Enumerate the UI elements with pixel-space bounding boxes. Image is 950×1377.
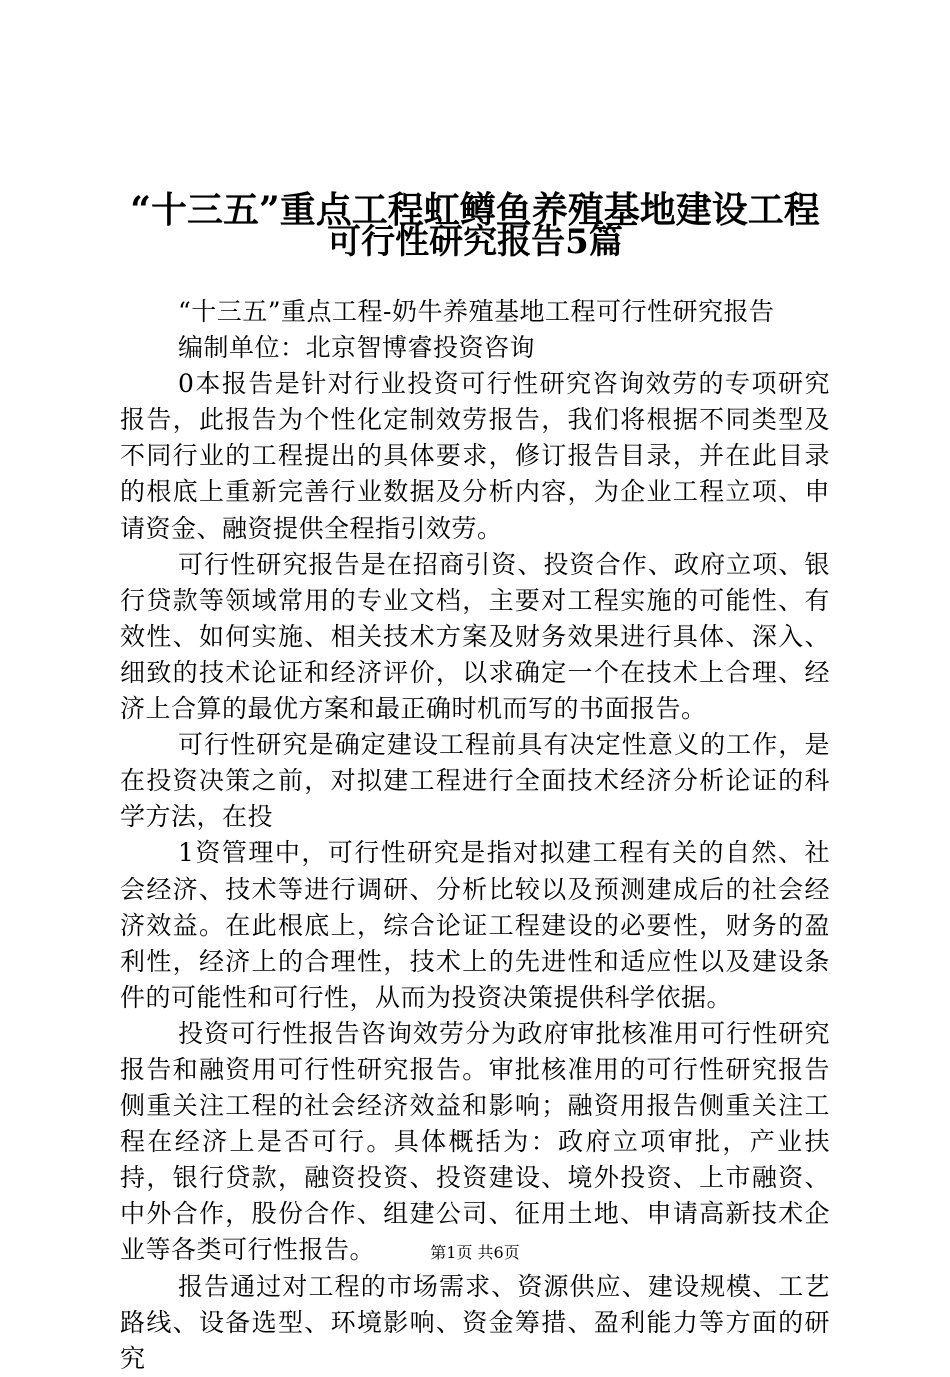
paragraph: 投资可行性报告咨询效劳分为政府审批核准用可行性研究报告和融资用可行性研究报告。审批核准用的可行性研究报告侧重关注工程的社会经济效益和影响；融资用报告侧重关注工程在经济上是否可行。具体概括为：政府立项审批，产业扶持，银行贷款，融资投资、投资建设、境外投资、上市融资、中外合作，股份合作、组建公司、征用土地、申请高新技术企业等各类可行性报告。 [120,1018,830,1265]
paragraph: 可行性研究报告是在招商引资、投资合作、政府立项、银行贷款等领域常用的专业文档，主要对工程实施的可能性、有效性、如何实施、相关技术方案及财务效果进行具体、深入、细致的技术论证和经济评价，以求确定一个在技术上合理、经济上合算的最优方案和最正确时机而写的书面报告。 [120,549,830,724]
paragraph: 报告通过对工程的市场需求、资源供应、建设规模、工艺路线、设备选型、环境影响、资金筹措、盈利能力等方面的研究 [120,1271,830,1373]
document-title-line-1: “十三五”重点工程虹鳟鱼养殖基地建设工程 [130,189,820,231]
document-title-line-2: 可行性研究报告5篇 [327,222,623,262]
page-footer: 第1页 共6页 [430,1243,520,1262]
paragraph: 0本报告是针对行业投资可行性研究咨询效劳的专项研究报告，此报告为个性化定制效劳报告，我们将根据不同类型及不同行业的工程提出的具体要求，修订报告目录，并在此目录的根底上重新完善行业数据及分析内容，为企业工程立项、申请资金、融资提供全程指引效劳。 [120,369,830,543]
paragraph-compiler: 编制单位：北京智博睿投资咨询 [178,333,536,363]
paragraph-subtitle: “十三五”重点工程-奶牛养殖基地工程可行性研究报告 [178,297,775,326]
paragraph: 1资管理中，可行性研究是指对拟建工程有关的自然、社会经济、技术等进行调研、分析比较以及预测建成后的社会经济效益。在此根底上，综合论证工程建设的必要性，财务的盈利性，经济上的合理性，技术上的先进性和适应性以及建设条件的可能性和可行性，从而为投资决策提供科学依据。 [120,838,830,1012]
paragraph: 可行性研究是确定建设工程前具有决定性意义的工作，是在投资决策之前，对拟建工程进行全面技术经济分析论证的科学方法，在投 [120,730,830,832]
document-body [120,294,830,1377]
